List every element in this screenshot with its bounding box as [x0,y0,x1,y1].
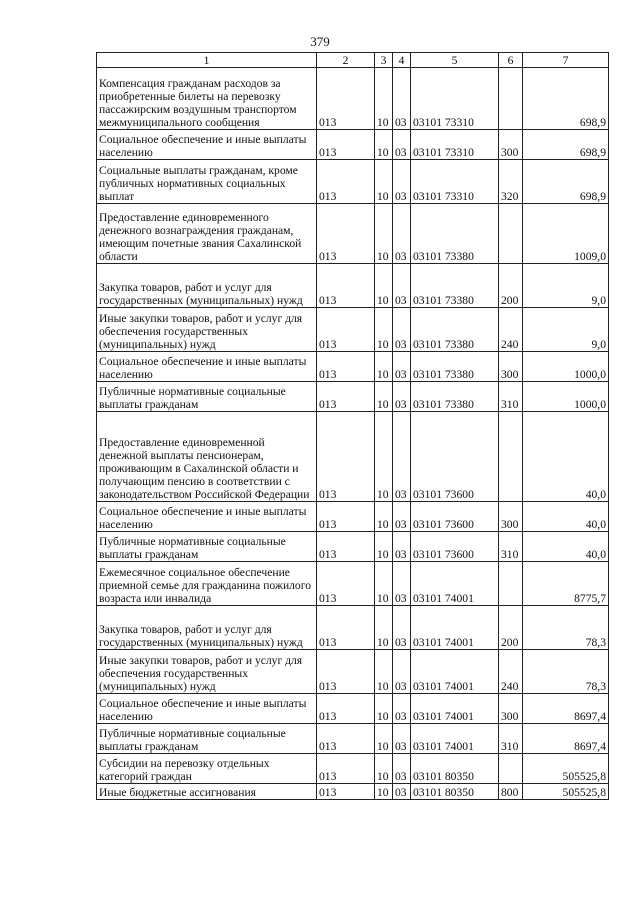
table-row [97,650,609,694]
amount-value: 505525,8 [523,754,609,784]
section-code: 10 [375,532,393,562]
expense-type-code: 310 [499,382,523,412]
expense-type-code: 310 [499,532,523,562]
row-description: Предоставление единовременной денежной выплаты пенсионерам, проживающим в Сахалинской области и получающим пенсию в соответствии с законодательством Российской Федерации [97,412,317,502]
subsection-code: 03 [393,694,411,724]
target-article-code: 03101 73310 [411,130,499,160]
table-row [97,562,609,606]
target-article-code: 03101 73310 [411,68,499,130]
target-article-code: 03101 80350 [411,784,499,800]
ministry-code: 013 [317,68,375,130]
subsection-code: 03 [393,784,411,800]
table-row [97,754,609,784]
ministry-code: 013 [317,264,375,308]
table-row [97,532,609,562]
table-row [97,264,609,308]
ministry-code: 013 [317,532,375,562]
table-row [97,724,609,754]
column-header: 1 [97,53,317,68]
amount-value: 9,0 [523,264,609,308]
subsection-code: 03 [393,264,411,308]
section-code: 10 [375,130,393,160]
section-code: 10 [375,68,393,130]
row-description: Публичные нормативные социальные выплаты гражданам [97,532,317,562]
row-description: Предоставление единовременного денежного вознаграждения гражданам, имеющим почетные звания Сахалинской области [97,204,317,264]
expense-type-code: 300 [499,694,523,724]
section-code: 10 [375,606,393,650]
subsection-code: 03 [393,650,411,694]
amount-value: 40,0 [523,532,609,562]
expense-type-code: 300 [499,130,523,160]
row-description: Социальные выплаты гражданам, кроме публичных нормативных социальных выплат [97,160,317,204]
amount-value: 8697,4 [523,694,609,724]
target-article-code: 03101 73380 [411,308,499,352]
ministry-code: 013 [317,204,375,264]
section-code: 10 [375,694,393,724]
subsection-code: 03 [393,412,411,502]
section-code: 10 [375,382,393,412]
section-code: 10 [375,502,393,532]
row-description: Субсидии на перевозку отдельных категорий граждан [97,754,317,784]
expense-type-code [499,754,523,784]
target-article-code: 03101 73310 [411,160,499,204]
subsection-code: 03 [393,308,411,352]
amount-value: 1000,0 [523,352,609,382]
amount-value: 505525,8 [523,784,609,800]
target-article-code: 03101 74001 [411,650,499,694]
amount-value: 8775,7 [523,562,609,606]
section-code: 10 [375,784,393,800]
expense-type-code: 320 [499,160,523,204]
column-header: 3 [375,53,393,68]
subsection-code: 03 [393,754,411,784]
expense-type-code: 240 [499,650,523,694]
subsection-code: 03 [393,382,411,412]
target-article-code: 03101 73600 [411,412,499,502]
table-header-row [97,53,609,68]
ministry-code: 013 [317,160,375,204]
table-row [97,412,609,502]
row-description: Публичные нормативные социальные выплаты гражданам [97,382,317,412]
expense-type-code [499,204,523,264]
table-row [97,694,609,724]
section-code: 10 [375,650,393,694]
target-article-code: 03101 73380 [411,382,499,412]
table-row [97,606,609,650]
ministry-code: 013 [317,352,375,382]
table-row [97,160,609,204]
ministry-code: 013 [317,650,375,694]
row-description: Иные закупки товаров, работ и услуг для обеспечения государственных (муниципальных) нужд [97,308,317,352]
amount-value: 698,9 [523,160,609,204]
ministry-code: 013 [317,694,375,724]
amount-value: 1009,0 [523,204,609,264]
section-code: 10 [375,352,393,382]
row-description: Социальное обеспечение и иные выплаты населению [97,502,317,532]
ministry-code: 013 [317,130,375,160]
target-article-code: 03101 73380 [411,352,499,382]
row-description: Иные бюджетные ассигнования [97,784,317,800]
column-header: 4 [393,53,411,68]
table-row [97,784,609,800]
target-article-code: 03101 74001 [411,562,499,606]
row-description: Публичные нормативные социальные выплаты гражданам [97,724,317,754]
ministry-code: 013 [317,784,375,800]
column-header: 7 [523,53,609,68]
target-article-code: 03101 73600 [411,532,499,562]
subsection-code: 03 [393,130,411,160]
expense-type-code: 300 [499,352,523,382]
subsection-code: 03 [393,68,411,130]
section-code: 10 [375,204,393,264]
column-header: 2 [317,53,375,68]
amount-value: 40,0 [523,412,609,502]
expense-type-code [499,68,523,130]
subsection-code: 03 [393,204,411,264]
target-article-code: 03101 80350 [411,754,499,784]
table-row [97,382,609,412]
amount-value: 78,3 [523,650,609,694]
ministry-code: 013 [317,412,375,502]
amount-value: 8697,4 [523,724,609,754]
expense-type-code: 300 [499,502,523,532]
ministry-code: 013 [317,754,375,784]
ministry-code: 013 [317,724,375,754]
section-code: 10 [375,562,393,606]
section-code: 10 [375,264,393,308]
table-row [97,352,609,382]
amount-value: 1000,0 [523,382,609,412]
column-header: 5 [411,53,499,68]
budget-table [96,52,609,800]
expense-type-code: 240 [499,308,523,352]
subsection-code: 03 [393,724,411,754]
table-row [97,502,609,532]
row-description: Социальное обеспечение и иные выплаты населению [97,352,317,382]
expense-type-code: 200 [499,264,523,308]
expense-type-code: 310 [499,724,523,754]
amount-value: 78,3 [523,606,609,650]
target-article-code: 03101 73380 [411,204,499,264]
table-row [97,130,609,160]
ministry-code: 013 [317,562,375,606]
subsection-code: 03 [393,502,411,532]
section-code: 10 [375,412,393,502]
target-article-code: 03101 74001 [411,694,499,724]
subsection-code: 03 [393,532,411,562]
subsection-code: 03 [393,606,411,650]
amount-value: 698,9 [523,68,609,130]
expense-type-code [499,412,523,502]
ministry-code: 013 [317,502,375,532]
target-article-code: 03101 74001 [411,724,499,754]
expense-type-code: 800 [499,784,523,800]
table-row [97,68,609,130]
subsection-code: 03 [393,352,411,382]
row-description: Социальное обеспечение и иные выплаты населению [97,694,317,724]
section-code: 10 [375,160,393,204]
target-article-code: 03101 73600 [411,502,499,532]
table-row [97,204,609,264]
amount-value: 40,0 [523,502,609,532]
row-description: Социальное обеспечение и иные выплаты населению [97,130,317,160]
subsection-code: 03 [393,562,411,606]
ministry-code: 013 [317,308,375,352]
section-code: 10 [375,724,393,754]
row-description: Ежемесячное социальное обеспечение приемной семье для гражданина пожилого возраста или инвалида [97,562,317,606]
row-description: Закупка товаров, работ и услуг для государственных (муниципальных) нужд [97,264,317,308]
expense-type-code [499,562,523,606]
column-header: 6 [499,53,523,68]
row-description: Компенсация гражданам расходов за приобретенные билеты на перевозку пассажирским воздушным транспортом межмуниципального сообщения [97,68,317,130]
row-description: Иные закупки товаров, работ и услуг для обеспечения государственных (муниципальных) нужд [97,650,317,694]
page-number: 379 [310,34,330,49]
row-description: Закупка товаров, работ и услуг для государственных (муниципальных) нужд [97,606,317,650]
ministry-code: 013 [317,606,375,650]
target-article-code: 03101 73380 [411,264,499,308]
expense-type-code: 200 [499,606,523,650]
subsection-code: 03 [393,160,411,204]
table-row [97,308,609,352]
section-code: 10 [375,308,393,352]
target-article-code: 03101 74001 [411,606,499,650]
ministry-code: 013 [317,382,375,412]
amount-value: 698,9 [523,130,609,160]
amount-value: 9,0 [523,308,609,352]
section-code: 10 [375,754,393,784]
